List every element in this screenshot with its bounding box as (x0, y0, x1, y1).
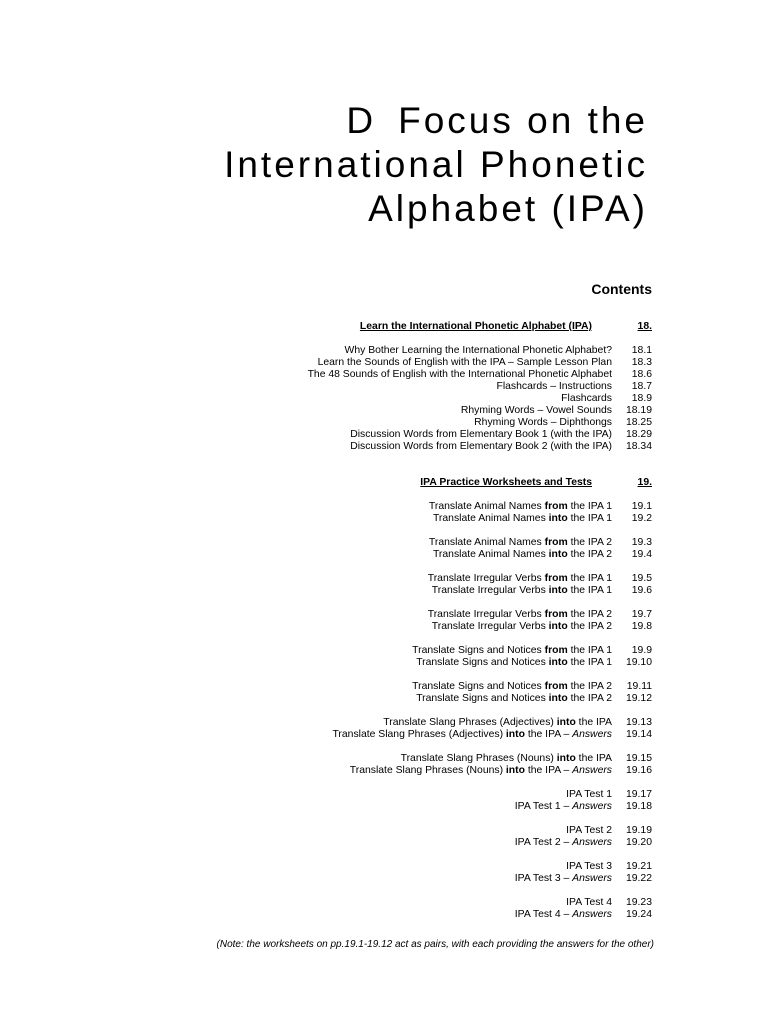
toc-entry-page: 19.7 (631, 609, 652, 620)
toc-entry-label: Flashcards (561, 393, 612, 404)
toc-entry-label (515, 873, 612, 885)
toc-section-heading[interactable] (132, 321, 652, 333)
toc-entry-label (429, 537, 612, 549)
entry-text: Translate Animal Names (428, 537, 545, 548)
entry-text: Translate Irregular Verbs (427, 609, 545, 620)
entry-direction: from (544, 681, 568, 692)
toc-entry-label: Rhyming Words – Diphthongs (474, 417, 612, 428)
toc-spacer (132, 813, 652, 825)
toc-entry[interactable] (132, 609, 652, 621)
toc-entry-label (433, 513, 612, 525)
toc-entry[interactable] (132, 345, 652, 357)
entry-answers: Answers (572, 765, 612, 776)
toc-entry-page: 18.7 (631, 381, 652, 392)
chapter-title (224, 100, 648, 232)
chapter-letter: D (346, 100, 377, 141)
toc-spacer (132, 885, 652, 897)
toc-spacer (132, 741, 652, 753)
entry-text: Translate Signs and Notices (416, 693, 549, 704)
toc-entry-label: Discussion Words from Elementary Book 2 (with the IPA) (350, 441, 612, 452)
toc-entry-label: Flashcards – Instructions (496, 381, 612, 392)
toc-entry-label (566, 897, 612, 909)
entry-direction: into (548, 585, 568, 596)
entry-text-tail: the IPA 2 (567, 537, 612, 548)
entry-direction: into (548, 513, 568, 524)
entry-text-tail: the IPA 2 (567, 681, 612, 692)
toc-spacer (132, 849, 652, 861)
toc-entry[interactable] (132, 837, 652, 849)
entry-text-tail: the IPA (575, 717, 612, 728)
contents-heading: Contents (591, 281, 652, 297)
toc-spacer (132, 561, 652, 573)
toc-section-heading[interactable] (132, 477, 652, 489)
toc-entry-label (432, 585, 612, 597)
entry-text: IPA Test 3 – (514, 873, 573, 884)
toc-spacer (132, 453, 652, 477)
entry-text-tail: the IPA 2 (567, 621, 612, 632)
toc-spacer (132, 669, 652, 681)
toc-entry-label (429, 501, 612, 513)
entry-text-tail: the IPA – (524, 765, 573, 776)
table-of-contents (132, 321, 652, 921)
entry-direction: from (544, 645, 568, 656)
title-line-3: Alphabet (IPA) (368, 188, 648, 229)
toc-entry[interactable] (132, 897, 652, 909)
toc-entry-label (412, 681, 612, 693)
toc-entry-page: 19.16 (625, 765, 652, 776)
toc-entry-page: 18.34 (625, 441, 652, 452)
toc-entry-page: 19.23 (625, 897, 652, 908)
entry-answers: Answers (572, 873, 612, 884)
entry-direction: into (505, 765, 525, 776)
toc-entry-page: 18.19 (625, 405, 652, 416)
toc-entry-page: 19.9 (631, 645, 652, 656)
toc-entry[interactable] (132, 657, 652, 669)
entry-text-tail: the IPA 1 (567, 501, 612, 512)
entry-direction: into (548, 621, 568, 632)
entry-text: IPA Test 1 – (514, 801, 573, 812)
toc-entry-label: Rhyming Words – Vowel Sounds (460, 405, 612, 416)
entry-text-tail: the IPA 1 (567, 573, 612, 584)
toc-entry-label (566, 825, 612, 837)
toc-spacer (132, 597, 652, 609)
toc-entry[interactable] (132, 573, 652, 585)
entry-direction: into (548, 693, 568, 704)
toc-entry-label (428, 609, 612, 621)
footnote: (Note: the worksheets on pp.19.1-19.12 act as pairs, with each providing the answers for the other) (216, 939, 654, 950)
toc-spacer (132, 489, 652, 501)
toc-entry-label (401, 753, 612, 765)
toc-entry[interactable] (132, 717, 652, 729)
entry-text: Translate Irregular Verbs (427, 573, 545, 584)
toc-entry-label (383, 717, 612, 729)
toc-entry-label (515, 837, 612, 849)
toc-entry[interactable] (132, 441, 652, 453)
toc-entry-page: 19.15 (625, 753, 652, 764)
toc-entry[interactable] (132, 513, 652, 525)
toc-entry[interactable] (132, 693, 652, 705)
toc-entry-label (428, 573, 612, 585)
toc-spacer (132, 633, 652, 645)
toc-entry-page: 19.5 (631, 573, 652, 584)
entry-text-tail: the IPA – (524, 729, 573, 740)
toc-section-page: 18. (637, 321, 652, 332)
entry-direction: into (548, 549, 568, 560)
toc-entry-label (432, 621, 612, 633)
toc-entry[interactable] (132, 537, 652, 549)
toc-entry-page: 19.20 (625, 837, 652, 848)
toc-entry[interactable] (132, 501, 652, 513)
toc-entry[interactable] (132, 381, 652, 393)
toc-entry-page: 19.12 (625, 693, 652, 704)
toc-entry[interactable] (132, 549, 652, 561)
entry-text: IPA Test 1 (566, 789, 612, 800)
entry-text: IPA Test 2 (566, 825, 612, 836)
entry-text: Translate Slang Phrases (Adjectives) (332, 729, 506, 740)
toc-spacer (132, 777, 652, 789)
toc-entry-label (515, 801, 612, 813)
toc-entry-label (350, 765, 612, 777)
entry-text: IPA Test 4 – (514, 909, 573, 920)
toc-entry-page: 19.10 (625, 657, 652, 668)
toc-entry-page: 19.24 (625, 909, 652, 920)
toc-section-label: IPA Practice Worksheets and Tests (420, 477, 592, 488)
entry-direction: from (544, 501, 568, 512)
toc-entry[interactable] (132, 789, 652, 801)
title-line-2: International Phonetic (224, 144, 648, 185)
entry-direction: into (505, 729, 525, 740)
toc-entry-page: 18.29 (625, 429, 652, 440)
toc-entry-page: 19.18 (625, 801, 652, 812)
toc-entry[interactable] (132, 729, 652, 741)
toc-entry-label: Why Bother Learning the International Phonetic Alphabet? (344, 345, 612, 356)
toc-entry-page: 19.21 (625, 861, 652, 872)
entry-text-tail: the IPA 1 (567, 657, 612, 668)
toc-entry-page: 18.6 (631, 369, 652, 380)
entry-text-tail: the IPA 2 (567, 549, 612, 560)
toc-entry-page: 19.22 (625, 873, 652, 884)
toc-entry-page: 19.19 (625, 825, 652, 836)
entry-direction: into (556, 717, 576, 728)
toc-entry-page: 19.13 (625, 717, 652, 728)
entry-text-tail: the IPA 2 (567, 693, 612, 704)
toc-entry-page: 19.3 (631, 537, 652, 548)
toc-entry-label (566, 861, 612, 873)
toc-entry[interactable] (132, 681, 652, 693)
toc-entry[interactable] (132, 909, 652, 921)
toc-entry-label (332, 729, 612, 741)
toc-entry[interactable] (132, 405, 652, 417)
toc-spacer (132, 705, 652, 717)
title-line-1-text: Focus on the (398, 100, 648, 141)
entry-text-tail: the IPA 1 (567, 585, 612, 596)
entry-text: Translate Signs and Notices (412, 681, 545, 692)
toc-entry[interactable] (132, 645, 652, 657)
toc-entry-page: 18.25 (625, 417, 652, 428)
toc-entry[interactable] (132, 861, 652, 873)
toc-entry-label (433, 549, 612, 561)
toc-entry-label (412, 645, 612, 657)
entry-text: Translate Signs and Notices (412, 645, 545, 656)
toc-entry-page: 19.14 (625, 729, 652, 740)
toc-entry[interactable] (132, 753, 652, 765)
entry-answers: Answers (572, 909, 612, 920)
toc-entry-label: Discussion Words from Elementary Book 1 (with the IPA) (350, 429, 612, 440)
toc-entry-page: 19.1 (631, 501, 652, 512)
entry-answers: Answers (572, 837, 612, 848)
toc-entry[interactable] (132, 873, 652, 885)
entry-direction: into (556, 753, 576, 764)
toc-entry-label (416, 693, 612, 705)
entry-text: Translate Animal Names (432, 513, 549, 524)
entry-text-tail: the IPA 1 (567, 645, 612, 656)
entry-text: Translate Slang Phrases (Nouns) (400, 753, 557, 764)
toc-entry[interactable] (132, 585, 652, 597)
toc-entry-page: 19.17 (625, 789, 652, 800)
entry-text: Translate Slang Phrases (Nouns) (349, 765, 506, 776)
entry-answers: Answers (572, 801, 612, 812)
toc-entry[interactable] (132, 801, 652, 813)
toc-entry-label (566, 789, 612, 801)
toc-entry-page: 19.2 (631, 513, 652, 524)
toc-entry[interactable] (132, 765, 652, 777)
entry-text: Translate Irregular Verbs (431, 585, 549, 596)
toc-entry-page: 19.8 (631, 621, 652, 632)
toc-entry-page: 18.3 (631, 357, 652, 368)
toc-entry-label (515, 909, 612, 921)
toc-entry[interactable] (132, 621, 652, 633)
entry-text: Translate Signs and Notices (416, 657, 549, 668)
entry-text: Translate Animal Names (428, 501, 545, 512)
entry-text-tail: the IPA 2 (567, 609, 612, 620)
entry-direction: from (544, 537, 568, 548)
entry-text-tail: the IPA 1 (567, 513, 612, 524)
toc-entry-page: 19.11 (626, 681, 652, 692)
toc-entry-label: Learn the Sounds of English with the IPA – Sample Lesson Plan (317, 357, 612, 368)
toc-entry-label (416, 657, 612, 669)
entry-direction: from (544, 609, 568, 620)
toc-entry-page: 18.1 (631, 345, 652, 356)
entry-text: Translate Slang Phrases (Adjectives) (383, 717, 557, 728)
toc-entry-page: 18.9 (631, 393, 652, 404)
entry-direction: from (544, 573, 568, 584)
toc-section-page: 19. (637, 477, 652, 488)
toc-section-label: Learn the International Phonetic Alphabet (IPA) (359, 321, 592, 332)
entry-text: IPA Test 2 – (514, 837, 573, 848)
toc-entry[interactable] (132, 825, 652, 837)
toc-entry[interactable] (132, 429, 652, 441)
entry-text: Translate Irregular Verbs (431, 621, 549, 632)
toc-entry-page: 19.4 (631, 549, 652, 560)
toc-entry-label: The 48 Sounds of English with the International Phonetic Alphabet (307, 369, 612, 380)
entry-text: Translate Animal Names (432, 549, 549, 560)
toc-entry[interactable] (132, 357, 652, 369)
toc-entry[interactable] (132, 417, 652, 429)
toc-spacer (132, 525, 652, 537)
title-line-1 (224, 100, 648, 144)
entry-direction: into (548, 657, 568, 668)
toc-entry[interactable] (132, 369, 652, 381)
entry-answers: Answers (572, 729, 612, 740)
entry-text: IPA Test 4 (566, 897, 612, 908)
toc-entry[interactable] (132, 393, 652, 405)
toc-entry-page: 19.6 (631, 585, 652, 596)
entry-text-tail: the IPA (575, 753, 612, 764)
toc-spacer (132, 333, 652, 345)
entry-text: IPA Test 3 (566, 861, 612, 872)
